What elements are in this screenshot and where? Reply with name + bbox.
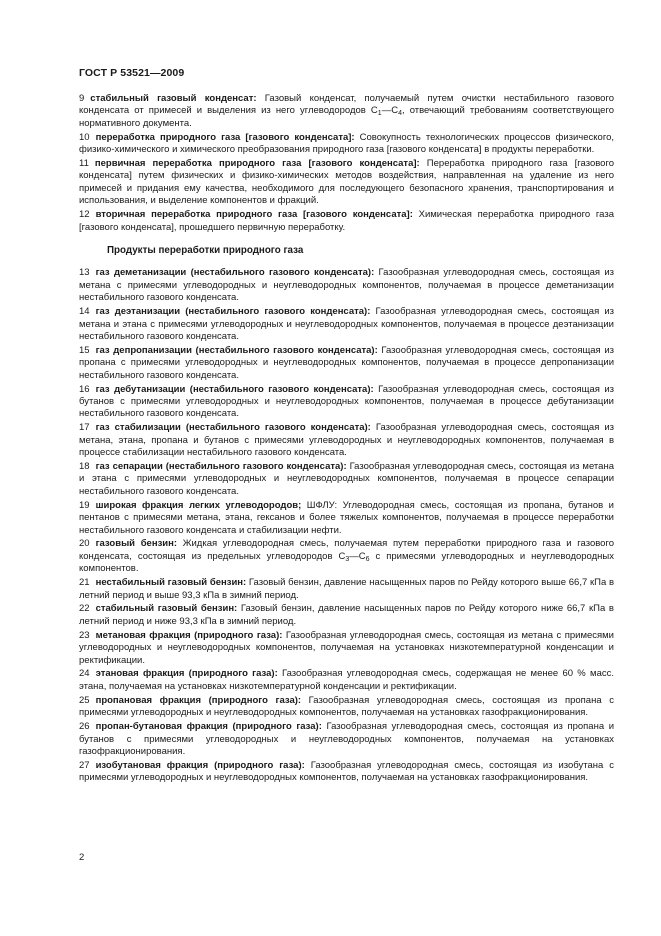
term-title: первичная переработка природного газа [газового конденсата]: — [94, 158, 420, 170]
term-definition: Жидкая углеводородная смесь, получаемая путем переработки природного газа и газового конденсата, состоящая из предельных углеводородов С — [79, 538, 614, 562]
term-title: газ сепарации (нестабильного газового конденсата): — [95, 460, 347, 472]
term-definition: Газообразная углеводородная смесь, состоящая из пропана с примесями углеводородных и неуглеводородных компонентов, получаемая в процессе депропанизации нестабильного газового конденсата. — [79, 344, 614, 381]
term-definition: Газообразная углеводородная смесь, состоящая из метана и этана с примесями углеводородных и неуглеводородных компонентов, получаемая в процессе деэтанизации нестабильного газового конденсата. — [79, 306, 614, 342]
term-number: 15 — [79, 344, 90, 356]
subscript: 3 — [345, 555, 350, 563]
term-definition: Газообразная углеводородная смесь, состоящая из пропана с примесями углеводородных и неуглеводородных компонентов, получаемая на установках газофракционирования. — [79, 694, 614, 719]
term-definition: Газообразная углеводородная смесь, состоящая из бутанов с примесями углеводородных и неуглеводородных компонентов, получаемая в процессе дебутанизации нестабильного газового конденсата. — [79, 383, 614, 420]
term-title: газ стабилизации (нестабильного газового конденсата): — [95, 422, 371, 434]
term-title: газ деэтанизации (нестабильного газового конденсата): — [95, 306, 371, 318]
term-title: газ деметанизации (нестабильного газового конденсата): — [95, 267, 375, 279]
term-title: пропан-бутановая фракция (природного газа): — [95, 721, 322, 733]
term-number: 10 — [79, 131, 90, 143]
term-number: 19 — [79, 499, 90, 511]
term-number: 11 — [79, 158, 89, 170]
term-entry — [79, 538, 614, 575]
term-definition: —С — [349, 550, 366, 562]
term-definition: ШФЛУ: Углеводородная смесь, состоящая из пропана, бутанов и пентанов с примесями метана, этана, гексанов и более тяжелых компонентов, получаемая в процессе переработки нестабильного газового конденсата и стабилизации нефти. — [79, 499, 614, 536]
term-number: 18 — [79, 460, 90, 472]
term-definition: с примесями углеводородных и неуглеводородных компонентов. — [79, 550, 615, 575]
term-entry — [79, 267, 614, 304]
term-title: газ депропанизации (нестабильного газового конденсата): — [95, 344, 378, 356]
term-number: 23 — [79, 629, 90, 641]
term-definition: Газовый конденсат, получаемый путем очистки нестабильного газового конденсата от примесей и выделения из него углеводородов С — [79, 93, 614, 117]
term-title: нестабильный газовый бензин: — [95, 577, 247, 589]
term-entry — [79, 721, 614, 758]
term-number: 14 — [79, 306, 90, 318]
term-entry — [79, 384, 614, 421]
term-title: газовый бензин: — [95, 538, 178, 550]
term-definition: , отвечающий требованиям соответствующего нормативного документа. — [79, 105, 614, 129]
term-entry — [79, 760, 614, 785]
term-definition: Переработка природного газа [газового конденсата] путем физических и физико-химических методов воздействия, направленная на удаление из него примесей и придания ему качества, необходимого для последующего безопасного хранения, транспортирования и использования, и выделение компонентов и фракций. — [79, 158, 614, 207]
term-definition: Газообразная углеводородная смесь, состоящая из метана и этана с примесями углеводородных и неуглеводородных компонентов, получаемая в процессе сепарации нестабильного газового конденсата. — [79, 460, 614, 497]
term-number: 12 — [79, 209, 90, 221]
term-title: стабильный газовый конденсат: — [90, 93, 257, 104]
term-entry — [79, 668, 614, 693]
subscript: 4 — [398, 110, 402, 118]
term-entry — [79, 695, 614, 720]
term-definition: Газообразная углеводородная смесь, состоящая из метана с примесями углеводородных и неуглеводородных компонентов, получаемая на установках низкотемпературной конденсации и ректификации. — [79, 629, 614, 666]
term-definition: Совокупность технологических процессов физического, физико-химического и химического преобразования природного газа [газового конденсата] в продукты переработки. — [79, 131, 615, 156]
term-entry — [79, 132, 614, 157]
term-entry — [79, 603, 614, 628]
term-title: пропановая фракция (природного газа): — [95, 694, 302, 706]
term-definition: Газообразная углеводородная смесь, состоящая из изобутана с примесями углеводородных и неуглеводородных компонентов, получаемая на установках газофракционирования. — [79, 759, 614, 784]
term-number: 9 — [79, 93, 85, 104]
page-number: 2 — [79, 852, 85, 863]
term-number: 13 — [79, 267, 90, 279]
term-entry — [79, 577, 614, 602]
term-title: стабильный газовый бензин: — [95, 603, 238, 615]
term-number: 21 — [79, 577, 90, 589]
term-entry — [79, 461, 614, 498]
term-definition: Газообразная углеводородная смесь, состоящая из метана с примесями углеводородных и неуглеводородных компонентов, получаемая в процессе деметанизации нестабильного газового конденсата. — [79, 267, 614, 304]
term-entry — [79, 500, 614, 537]
subscript: 1 — [377, 110, 382, 118]
term-entry — [79, 158, 614, 208]
term-number: 27 — [79, 759, 90, 771]
term-number: 16 — [79, 383, 90, 395]
term-entry — [79, 93, 614, 130]
term-title: широкая фракция легких углеводородов; — [95, 499, 302, 511]
term-title: газ дебутанизации (нестабильного газового конденсата): — [95, 383, 374, 395]
term-number: 26 — [79, 721, 90, 733]
term-title: переработка природного газа [газового конденсата]: — [95, 131, 355, 143]
term-definition: Газообразная углеводородная смесь, состоящая из метана, этана, пропана и бутанов с примесями углеводородных и неуглеводородных компонентов, получаемая в процессе стабилизации нестабильного газового конденсата. — [79, 422, 615, 459]
term-entry — [79, 345, 614, 382]
term-title: метановая фракция (природного газа): — [95, 629, 283, 641]
term-entry — [79, 306, 614, 343]
term-definition: Газовый бензин, давление насыщенных паров по Рейду которого выше 66,7 кПа в летний период и выше 93,3 кПа в зимний период. — [79, 577, 615, 601]
term-entry — [79, 422, 614, 459]
document-body — [79, 93, 614, 786]
document-header: ГОСТ Р 53521—2009 — [79, 67, 185, 79]
term-title: этановая фракция (природного газа): — [95, 668, 278, 680]
term-number: 20 — [79, 538, 90, 550]
term-definition: Химическая переработка природного газа [газового конденсата], прошедшего первичную переработку. — [79, 209, 615, 233]
term-definition: Газообразная углеводородная смесь, содержащая не менее 60 % масс. этана, получаемая на установках низкотемпературной конденсации и ректификации. — [79, 668, 614, 692]
term-entry — [79, 630, 614, 667]
subscript: 6 — [365, 555, 370, 563]
term-number: 24 — [79, 668, 90, 680]
term-title: вторичная переработка природного газа [газового конденсата]: — [95, 209, 413, 221]
term-definition: Газообразная углеводородная смесь, состоящая из пропана и бутанов с примесями углеводородных и неуглеводородных компонентов, получаемая на установках газофракционирования. — [79, 721, 614, 757]
term-number: 25 — [79, 694, 90, 706]
term-number: 22 — [79, 603, 90, 615]
section-title: Продукты переработки природного газа — [107, 244, 304, 256]
term-title: изобутановая фракция (природного газа): — [95, 759, 305, 771]
term-definition: —С — [381, 105, 399, 117]
term-number: 17 — [79, 422, 90, 434]
term-entry — [79, 209, 614, 234]
term-definition: Газовый бензин, давление насыщенных паров по Рейду которого ниже 66,7 кПа в летний период и ниже 93,3 кПа в зимний период. — [79, 603, 614, 627]
